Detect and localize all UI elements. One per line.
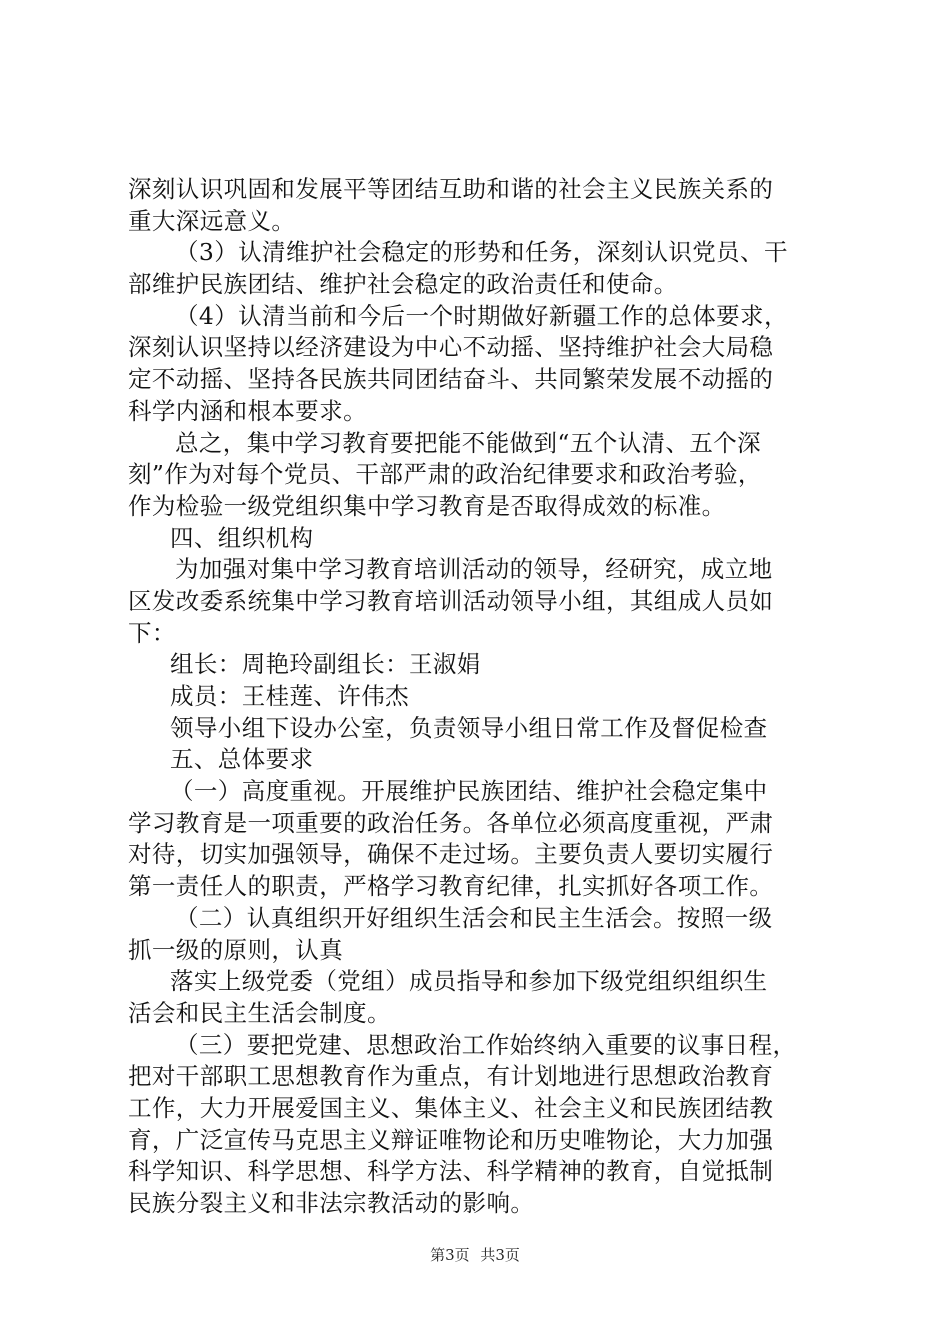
paragraph-line: 工作，大力开展爱国主义、集体主义、社会主义和民族团结教 xyxy=(128,1093,774,1122)
paragraph-line: 组长：周艳玲副组长：王淑娟 xyxy=(170,650,481,679)
paragraph-line: 对待，切实加强领导，确保不走过场。主要负责人要切实履行 xyxy=(128,840,774,869)
paragraph-line: 科学内涵和根本要求。 xyxy=(128,396,367,425)
paragraph-line: 深刻认识巩固和发展平等团结互助和谐的社会主义民族关系的 xyxy=(128,175,774,203)
paragraph-line: 刻”作为对每个党员、干部严肃的政治纪律要求和政治考验， xyxy=(128,460,762,489)
paragraph-line: 第一责任人的职责，严格学习教育纪律，扎实抓好各项工作。 xyxy=(128,872,774,901)
page-footer xyxy=(0,1245,950,1265)
paragraph-line: 学习教育是一项重要的政治任务。各单位必须高度重视，严肃 xyxy=(128,808,774,837)
paragraph-line: 领导小组下设办公室，负责领导小组日常工作及督促检查 xyxy=(170,713,768,742)
paragraph-line: 重大深远意义。 xyxy=(128,206,296,235)
paragraph-line: 作为检验一级党组织集中学习教育是否取得成效的标准。 xyxy=(128,491,726,520)
paragraph-line: （一）高度重视。开展维护民族团结、维护社会稳定集中 xyxy=(170,777,768,806)
paragraph-line: 抓一级的原则，认真 xyxy=(128,935,344,964)
paragraph-line: 部维护民族团结、维护社会稳定的政治责任和使命。 xyxy=(128,270,678,299)
paragraph-line: 定不动摇、坚持各民族共同团结奋斗、共同繁荣发展不动摇的 xyxy=(128,365,774,394)
paragraph-line: 总之，集中学习教育要把能不能做到“五个认清、五个深 xyxy=(175,428,762,457)
section-heading: 四、组织机构 xyxy=(170,523,314,552)
paragraph-line: （4）认清当前和今后一个时期做好新疆工作的总体要求， xyxy=(175,301,788,330)
paragraph-line: 科学知识、科学思想、科学方法、科学精神的教育，自觉抵制 xyxy=(128,1157,774,1186)
page-total: 共3页 xyxy=(480,1246,520,1264)
paragraph-line: 把对干部职工思想教育作为重点，有计划地进行思想政治教育 xyxy=(128,1062,774,1091)
document-body xyxy=(128,174,832,1220)
paragraph-line: （3）认清维护社会稳定的形势和任务，深刻认识党员、干 xyxy=(175,238,788,267)
section-heading: 五、总体要求 xyxy=(170,745,314,774)
page-number: 第3页 xyxy=(430,1246,470,1264)
paragraph-line: 为加强对集中学习教育培训活动的领导，经研究，成立地 xyxy=(175,555,773,584)
paragraph-line: 落实上级党委（党组）成员指导和参加下级党组织组织生 xyxy=(170,967,768,996)
paragraph-line: （三）要把党建、思想政治工作始终纳入重要的议事日程， xyxy=(175,1030,797,1059)
paragraph-line: 成员：王桂莲、许伟杰 xyxy=(170,682,409,710)
paragraph-line: 民族分裂主义和非法宗教活动的影响。 xyxy=(128,1189,535,1217)
paragraph-line: （二）认真组织开好组织生活会和民主生活会。按照一级 xyxy=(175,903,773,932)
paragraph-line: 区发改委系统集中学习教育培训活动领导小组，其组成人员如 xyxy=(128,586,774,615)
paragraph-line: 下： xyxy=(128,618,176,647)
paragraph-line: 育，广泛宣传马克思主义辩证唯物论和历史唯物论，大力加强 xyxy=(128,1125,774,1154)
paragraph-line: 活会和民主生活会制度。 xyxy=(128,998,391,1027)
paragraph-line: 深刻认识坚持以经济建设为中心不动摇、坚持维护社会大局稳 xyxy=(128,333,774,362)
